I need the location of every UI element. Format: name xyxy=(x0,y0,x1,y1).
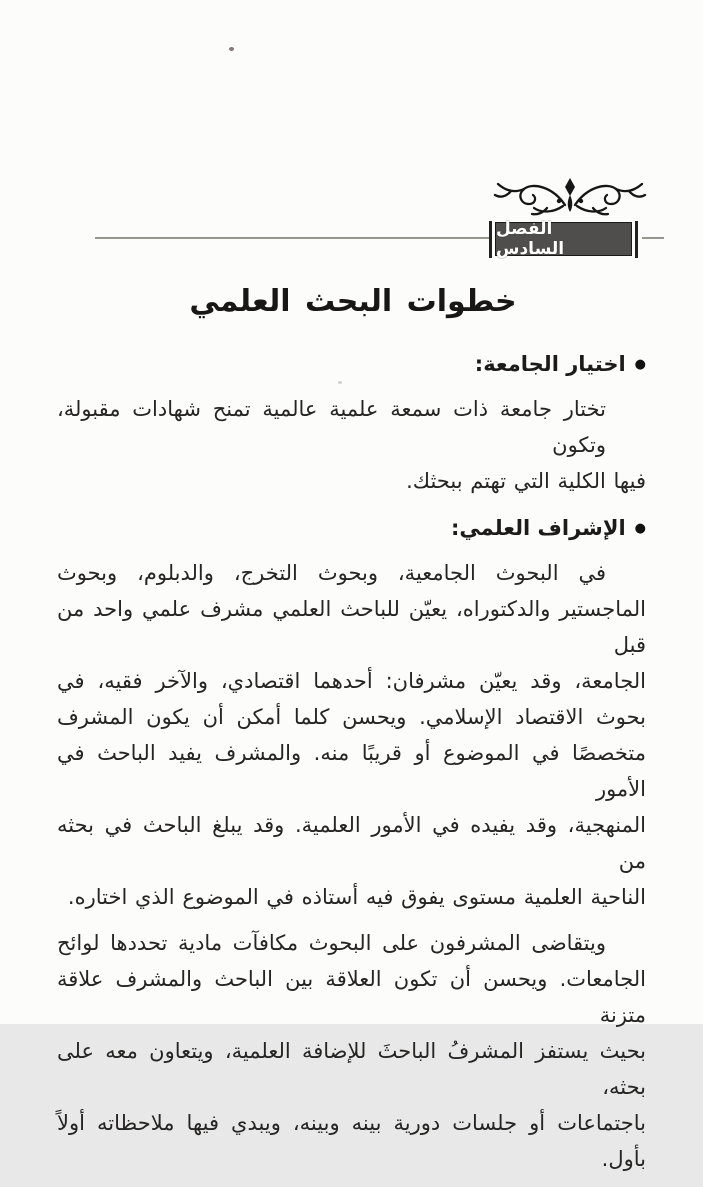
divider-line xyxy=(95,237,489,239)
bullet-icon: ● xyxy=(634,356,646,372)
section-heading xyxy=(57,349,646,379)
text-line: بأول. xyxy=(601,1147,646,1171)
chapter-label xyxy=(495,219,632,259)
text-line: الجامعة، وقد يعيّن مشرفان: أحدهما اقتصادي، والآخر فقيه، في xyxy=(57,669,646,693)
banner-bar xyxy=(489,221,492,258)
text-line: بحوث الاقتصاد الإسلامي. ويحسن كلما أمكن أن يكون المشرف xyxy=(57,705,646,729)
paragraph xyxy=(57,925,646,1177)
text-line: في البحوث الجامعية، وبحوث التخرج، والدبلوم، وبحوث xyxy=(57,561,606,585)
text-line: ويتقاضى المشرفون على البحوث مكافآت مادية تحددها لوائح xyxy=(57,931,606,955)
scan-speck xyxy=(229,47,234,51)
page-title: خطوات البحث العلمي xyxy=(189,284,517,319)
text-line: الجامعات. ويحسن أن تكون العلاقة بين الباحث والمشرف علاقة متزنة xyxy=(57,967,646,1027)
text-line: تختار جامعة ذات سمعة علمية عالمية تمنح شهادات مقبولة، وتكون xyxy=(57,397,606,457)
section-scientific-supervision xyxy=(57,513,646,1177)
text-line: المنهجية، وقد يفيده في الأمور العلمية. وقد يبلغ الباحث في بحثه من xyxy=(57,813,646,873)
chapter-banner xyxy=(0,221,703,259)
floral-flourish-icon xyxy=(493,175,647,223)
text-line: الماجستير والدكتوراه، يعيّن للباحث العلمي مشرف علمي واحد من قبل xyxy=(57,597,646,657)
section-heading-label: الإشراف العلمي: xyxy=(450,516,626,540)
text-line: باجتماعات أو جلسات دورية بينه وبينه، ويبدي فيها ملاحظاته أولاً xyxy=(57,1111,646,1135)
section-heading-label: اختيار الجامعة: xyxy=(474,352,626,376)
section-heading xyxy=(57,513,646,543)
text-line: الناحية العلمية مستوى يفوق فيه أستاذه في الموضوع الذي اختاره. xyxy=(67,885,646,909)
section-university-choice xyxy=(57,349,646,499)
bullet-icon: ● xyxy=(634,520,646,536)
paragraph xyxy=(57,555,646,915)
text-line: فيها الكلية التي تهتم ببحثك. xyxy=(406,469,646,493)
banner-bar xyxy=(635,221,638,258)
page-body xyxy=(57,349,646,1187)
paragraph xyxy=(57,391,646,499)
text-line: متخصصًا في الموضوع أو قريبًا منه. والمشرف يفيد الباحث في الأمور xyxy=(57,741,646,801)
divider-line xyxy=(642,237,664,239)
chapter-label-text: الفصل السادس xyxy=(496,219,565,259)
text-line: بحيث يستفز المشرفُ الباحثَ للإضافة العلمية، ويتعاون معه على بحثه، xyxy=(57,1039,646,1099)
